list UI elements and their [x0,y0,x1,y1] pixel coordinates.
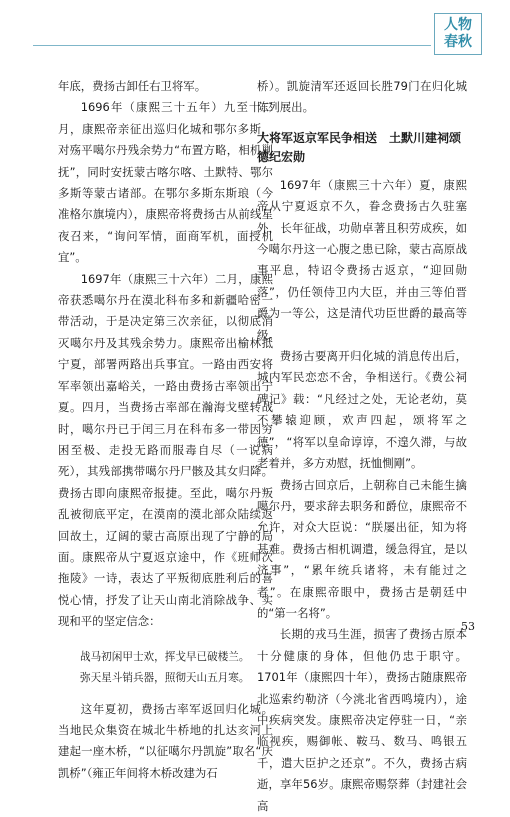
poem [80,647,273,689]
paragraph: 费扬古回京后，上朝称自己未能生擒噶尔丹，要求辞去职务和爵位，康熙帝不允许，对众大臣说：“朕屡出征，知为将甚难。费扬古相机调遣，缓急得宜，是以济事”，“累年统兵诸将，未有能过之者”。在康熙帝眼中，费扬古是朝廷中的“第一名将”。 [257,477,467,620]
badge-line-2: 春秋 [444,34,472,50]
poem-line: 战马初闲甲士欢，挥戈早已破楼兰。 [80,650,250,663]
paragraph: 1696年（康熙三十五年）九至十二月，康熙帝亲征出巡归化城和鄂尔多斯，对殇平噶尔丹残余势力“布置方略，相机剿抚”，同时安抚蒙古喀尔喀、土默特、鄂尔多斯等蒙古诸部。在鄂尔多斯东斯琅（今准格尔旗境内），康熙帝将费扬古从前线星夜召来，“询问军情，面商军机，面授机宜”。 [58,100,273,265]
paragraph: 年底，费扬古卸任右卫将军。 [58,79,207,93]
header-rule [33,45,431,46]
section-heading: 大将军返京军民争相送 土默川建祠颂德纪宏勋 [257,130,462,164]
paragraph: 桥）。凯旋清军还返回长胜79门在归化城陈列展出。 [257,79,467,115]
paragraph: 长期的戎马生涯，损害了费扬古原本十分健康的身体，但他仍忠于职守。1701年（康熙四十年），费扬古随康熙帝北巡索约勒济（今洮北省西鸣境内），途中疾病突发。康熙帝决定停驻一日，“亲临视疾，赐御帐、鞍马、数马、鸣银五千，遣大臣护之还京”。不久，费扬古病逝，享年56岁。康熙帝赐祭葬（封建社会高 [257,627,467,813]
paragraph: 1697年（康熙三十六年）二月，康熙帝获悉噶尔丹在漠北科布多和新疆哈密一带活动，于是决定第三次亲征，以彻底消灭噶尔丹及其残余势力。康熙帝出榆林抵宁夏，部署两路出兵事宜。一路由西安将军率领出嘉峪关，一路由费扬古率领出宁夏。四月，当费扬古率部在瀚海戈壁转战时，噶尔丹已于闰三月在科布多一带因穷困至极、走投无路而服毒自尽（一说病死），其残部携带噶尔丹尸骸及其女归降。费扬古即向康熙帝报捷。至此，噶尔丹叛乱被彻底平定，在漠南的漠北部众陆续返回故土，辽阔的蒙古高原出现了宁静的局面。康熙帝从宁夏返京途中，作《班师次拖陵》一诗，表达了平叛彻底胜利后的喜悦心情，抒发了让天山南北消除战争、实现和平的坚定信念： [58,271,273,629]
poem-line: 弥天星斗销兵器，照彻天山五月寒。 [80,671,250,684]
badge-line-1: 人物 [444,17,472,33]
right-column [257,76,467,817]
paragraph: 这年夏初，费扬古率军返回归化城。当地民众集资在城北牛桥地的扎达亥河上建起一座木桥，“以征噶尔丹凯旋”取名“庆凯桥”（雍正年间将木桥改建为石 [58,701,273,780]
paragraph: 费扬古要离开归化城的消息传出后，城内军民恋恋不舍，争相送行。《费公祠碑记》载：“凡经过之处，无论老幼，莫不攀辕迎顾，欢声四起，颂将军之德”，“将军以皇命谆谆，不遑久滞，与故老着并，多方劝慰，抚恤惻剛”。 [257,349,467,471]
section-badge [434,13,482,55]
left-column [58,76,273,784]
paragraph: 1697年（康熙三十六年）夏，康熙帝从宁夏返京不久，眷念费扬古久驻塞外，长年征战，功勋卓著且积劳成疾，如今噶尔丹这一心腹之患已除，蒙古高原战事平息，特诏令费扬古返京，“迎回勋落”，仍任领侍卫内大臣，并由三等伯晋爵为一等公，这是清代功臣世爵的最高等级。 [257,177,467,342]
page-number: 53 [461,620,475,633]
